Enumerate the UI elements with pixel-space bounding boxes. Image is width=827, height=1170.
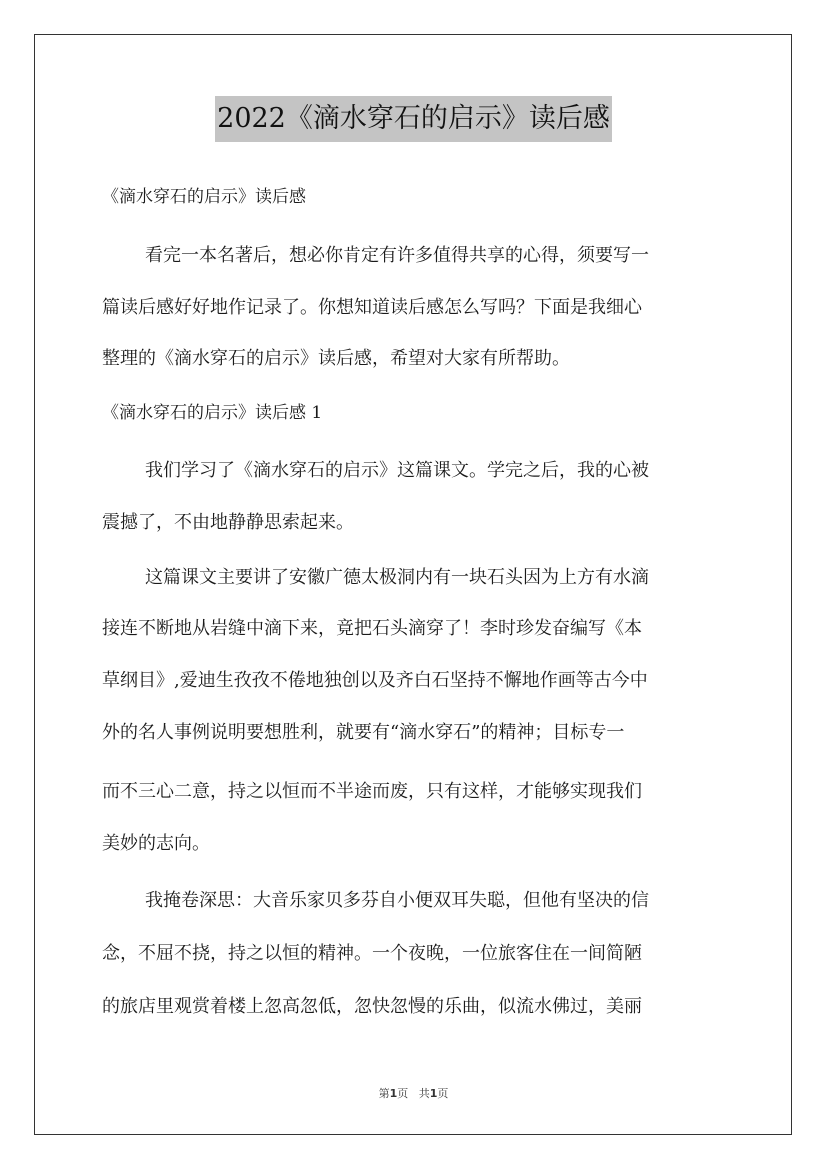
total-unit: 页 [437, 1087, 449, 1100]
para2-line: 美妙的志向。 [102, 833, 210, 854]
para2-line: 外的名人事例说明要想胜利，就要有“滴水穿石”的精神；目标专一 [102, 722, 625, 743]
page-number: 1 [389, 1087, 398, 1100]
para2-line: 接连不断地从岩缝中滴下来，竟把石头滴穿了！李时珍发奋编写《本 [102, 618, 642, 639]
para3-line: 的旅店里观赏着楼上忽高忽低，忽快忽慢的乐曲，似流水佛过，美丽 [102, 996, 642, 1017]
para2-line: 这篇课文主要讲了安徽广德太极洞内有一块石头因为上方有水滴 [145, 567, 649, 588]
section-heading: 《滴水穿石的启示》读后感 [102, 187, 306, 207]
para3-line: 我掩卷深思：大音乐家贝多芬自小便双耳失聪，但他有坚决的信 [145, 890, 649, 911]
section-heading: 《滴水穿石的启示》读后感 1 [102, 403, 323, 423]
para2-line: 而不三心二意，持之以恒而不半途而废，只有这样，才能够实现我们 [102, 781, 642, 802]
page-footer [0, 1085, 827, 1101]
title-container [0, 96, 827, 142]
total-label: 共 [418, 1087, 430, 1100]
para2-line: 草纲目》,爱迪生孜孜不倦地独创以及齐白石坚持不懈地作画等古今中 [102, 670, 648, 691]
page-label: 第 [378, 1087, 390, 1100]
para1-line: 震撼了，不由地静静思索起来。 [102, 512, 354, 533]
para3-line: 念，不屈不挠，持之以恒的精神。一个夜晚，一位旅客住在一间简陋 [102, 943, 642, 964]
intro-line: 整理的《滴水穿石的启示》读后感，希望对大家有所帮助。 [102, 348, 570, 369]
intro-line: 看完一本名著后，想必你肯定有许多值得共享的心得，须要写一 [145, 245, 649, 266]
total-pages: 1 [429, 1087, 438, 1100]
page-unit: 页 [397, 1087, 409, 1100]
para1-line: 我们学习了《滴水穿石的启示》这篇课文。学完之后，我的心被 [145, 460, 649, 481]
intro-line: 篇读后感好好地作记录了。你想知道读后感怎么写吗？下面是我细心 [102, 297, 642, 318]
document-title: 2022《滴水穿石的启示》读后感 [215, 96, 612, 142]
